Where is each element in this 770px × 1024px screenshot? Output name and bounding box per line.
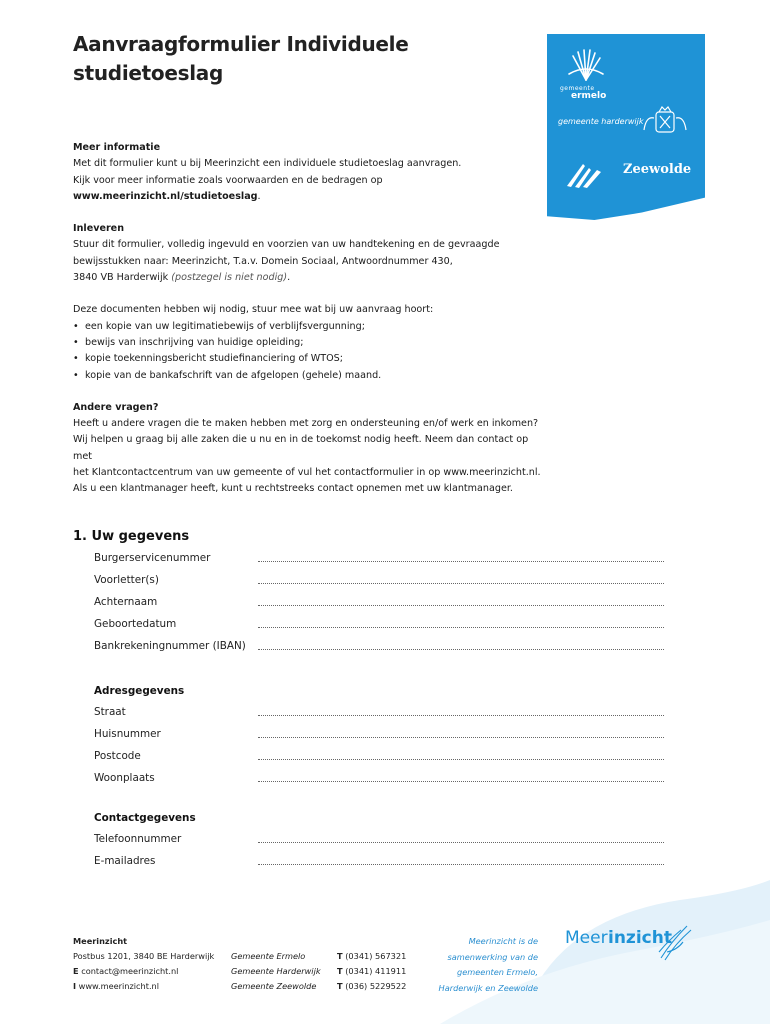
footer-email[interactable]: contact@meerinzicht.nl: [81, 966, 179, 976]
list-item: • bewijs van inschrijving van huidige opleiding;: [73, 335, 543, 351]
fill-line[interactable]: [258, 864, 664, 865]
inleveren-note-suffix: .: [287, 272, 291, 284]
field-burgerservicenummer[interactable]: [94, 552, 664, 568]
field-emailadres[interactable]: [94, 855, 664, 871]
andere-vragen-line: Als u een klantmanager heeft, kunt u rechtstreeks contact opnemen met uw klantmanager.: [73, 483, 513, 495]
meer-info-line: Met dit formulier kunt u bij Meerinzicht een individuele studietoeslag aanvragen.: [73, 158, 462, 170]
fill-line[interactable]: [258, 649, 664, 650]
footer-phone-line: [337, 949, 406, 964]
field-label: Bankrekeningnummer (IBAN): [94, 640, 246, 652]
footer-web-prefix: I: [73, 981, 77, 991]
tagline-line: gemeenten Ermelo,: [457, 967, 538, 977]
harderwijk-logo: gemeente harderwijk: [558, 117, 644, 126]
footer-phone-line: [337, 964, 406, 979]
harderwijk-crest-icon: [640, 106, 690, 136]
meerinzicht-logo-part2: inzicht: [608, 928, 672, 948]
list-item: • een kopie van uw legitimatiebewijs of verblijfsvergunning;: [73, 319, 543, 335]
fill-line[interactable]: [258, 605, 664, 606]
fill-line[interactable]: [258, 759, 664, 760]
meer-info-url-link[interactable]: www.meerinzicht.nl/studietoeslag: [73, 190, 258, 202]
footer-phones: [337, 949, 406, 994]
andere-vragen-line: Wij helpen u graag bij alle zaken die u nu en in de toekomst nodig heeft. Neem dan contact op met: [73, 434, 529, 462]
tagline-line: Meerinzicht is de: [468, 936, 538, 946]
field-label: Huisnummer: [94, 728, 161, 740]
field-label: Voorletter(s): [94, 574, 159, 586]
list-item: • kopie van de bankafschrift van de afgelopen (gehele) maand.: [73, 368, 543, 384]
page-title: [73, 30, 409, 88]
footer-org-name: Meerinzicht: [73, 936, 128, 946]
footer-address: Postbus 1201, 3840 BE Harderwijk: [73, 951, 215, 961]
meer-info-heading: Meer informatie: [73, 142, 161, 153]
footer-email-line: [73, 964, 214, 979]
footer-contact-block: [73, 934, 214, 994]
page-title-line-2: studietoeslag: [73, 61, 223, 85]
field-label: Straat: [94, 706, 126, 718]
andere-vragen-line: het Klantcontactcentrum van uw gemeente of vul het contactformulier in op www.meerinzicht.nl.: [73, 467, 541, 479]
field-voorletters[interactable]: [94, 574, 664, 590]
inleveren-last-line: [73, 270, 543, 286]
field-achternaam[interactable]: [94, 596, 664, 612]
ermelo-logo-name: ermelo: [571, 91, 607, 101]
footer-phone: (0341) 567321: [345, 951, 407, 961]
inleveren-line: Stuur dit formulier, volledig ingevuld en voorzien van uw handtekening en de gevraagde: [73, 239, 500, 251]
fill-line[interactable]: [258, 781, 664, 782]
footer-phone-prefix: T: [337, 951, 343, 961]
field-straat[interactable]: [94, 706, 664, 722]
documents-list: [73, 319, 543, 384]
footer-municipality: Gemeente Zeewolde: [231, 981, 317, 991]
footer-phone-prefix: T: [337, 981, 343, 991]
section-uw-gegevens-title: 1. Uw gegevens: [73, 529, 190, 544]
field-huisnummer[interactable]: [94, 728, 664, 744]
ermelo-logo-small: gemeente: [560, 85, 595, 92]
footer-phone-line: [337, 979, 406, 994]
fill-line[interactable]: [258, 737, 664, 738]
field-label: Achternaam: [94, 596, 158, 608]
footer-phone: (036) 5229522: [345, 981, 407, 991]
contactgegevens-heading: Contactgegevens: [94, 812, 196, 824]
field-label: E-mailadres: [94, 855, 156, 867]
field-postcode[interactable]: [94, 750, 664, 766]
field-geboortedatum[interactable]: [94, 618, 664, 634]
footer-municipality: Gemeente Harderwijk: [231, 966, 321, 976]
field-woonplaats[interactable]: [94, 772, 664, 788]
meer-info-url-line: [73, 189, 543, 205]
meerinzicht-logo: [565, 922, 695, 962]
ermelo-shell-icon: [565, 44, 607, 84]
inleveren-heading: Inleveren: [73, 223, 125, 235]
field-label: Postcode: [94, 750, 141, 762]
footer-municipality: Gemeente Ermelo: [231, 951, 306, 961]
tagline-line: samenwerking van de: [447, 951, 538, 962]
intro-section: [73, 140, 543, 498]
field-label: Geboortedatum: [94, 618, 177, 630]
fill-line[interactable]: [258, 561, 664, 562]
postzegel-note: (postzegel is niet nodig): [171, 272, 288, 284]
meer-info-url-suffix: .: [257, 190, 261, 202]
fill-line[interactable]: [258, 842, 664, 843]
meer-info-line: Kijk voor meer informatie zoals voorwaarden en de bedragen op: [73, 174, 383, 186]
andere-vragen-line: Heeft u andere vragen die te maken hebben met zorg en ondersteuning en/of werk en inkomen?: [73, 418, 539, 430]
field-label: Burgerservicenummer: [94, 552, 211, 564]
inleveren-address: 3840 VB Harderwijk: [73, 272, 172, 284]
adresgegevens-heading: Adresgegevens: [94, 685, 185, 697]
footer-tagline: [420, 934, 538, 996]
footer-web[interactable]: www.meerinzicht.nl: [78, 981, 160, 991]
footer-phone-prefix: T: [337, 966, 343, 976]
field-label: Telefoonnummer: [94, 833, 182, 845]
footer-web-line: [73, 979, 214, 994]
field-bankrekeningnummer[interactable]: [94, 640, 664, 656]
list-item: • kopie toekenningsbericht studiefinanciering of WTOS;: [73, 351, 543, 367]
tagline-line: Harderwijk en Zeewolde: [438, 982, 538, 993]
andere-vragen-heading: Andere vragen?: [73, 401, 159, 413]
zeewolde-logo: Zeewolde: [623, 162, 692, 177]
footer-email-prefix: E: [73, 966, 79, 976]
zeewolde-sail-icon: [563, 160, 605, 190]
fill-line[interactable]: [258, 583, 664, 584]
footer-phone: (0341) 411911: [345, 966, 407, 976]
documents-intro: Deze documenten hebben wij nodig, stuur mee wat bij uw aanvraag hoort:: [73, 304, 434, 316]
footer-municipalities: [231, 949, 321, 994]
page-title-line-1: Aanvraagformulier Individuele: [73, 32, 409, 56]
field-telefoonnummer[interactable]: [94, 833, 664, 849]
fill-line[interactable]: [258, 627, 664, 628]
fill-line[interactable]: [258, 715, 664, 716]
inleveren-line: bewijsstukken naar: Meerinzicht, T.a.v. Domein Sociaal, Antwoordnummer 430,: [73, 255, 453, 267]
meerinzicht-swirl-icon: [657, 922, 693, 962]
field-label: Woonplaats: [94, 772, 155, 784]
meerinzicht-logo-part1: Meer: [565, 928, 608, 948]
